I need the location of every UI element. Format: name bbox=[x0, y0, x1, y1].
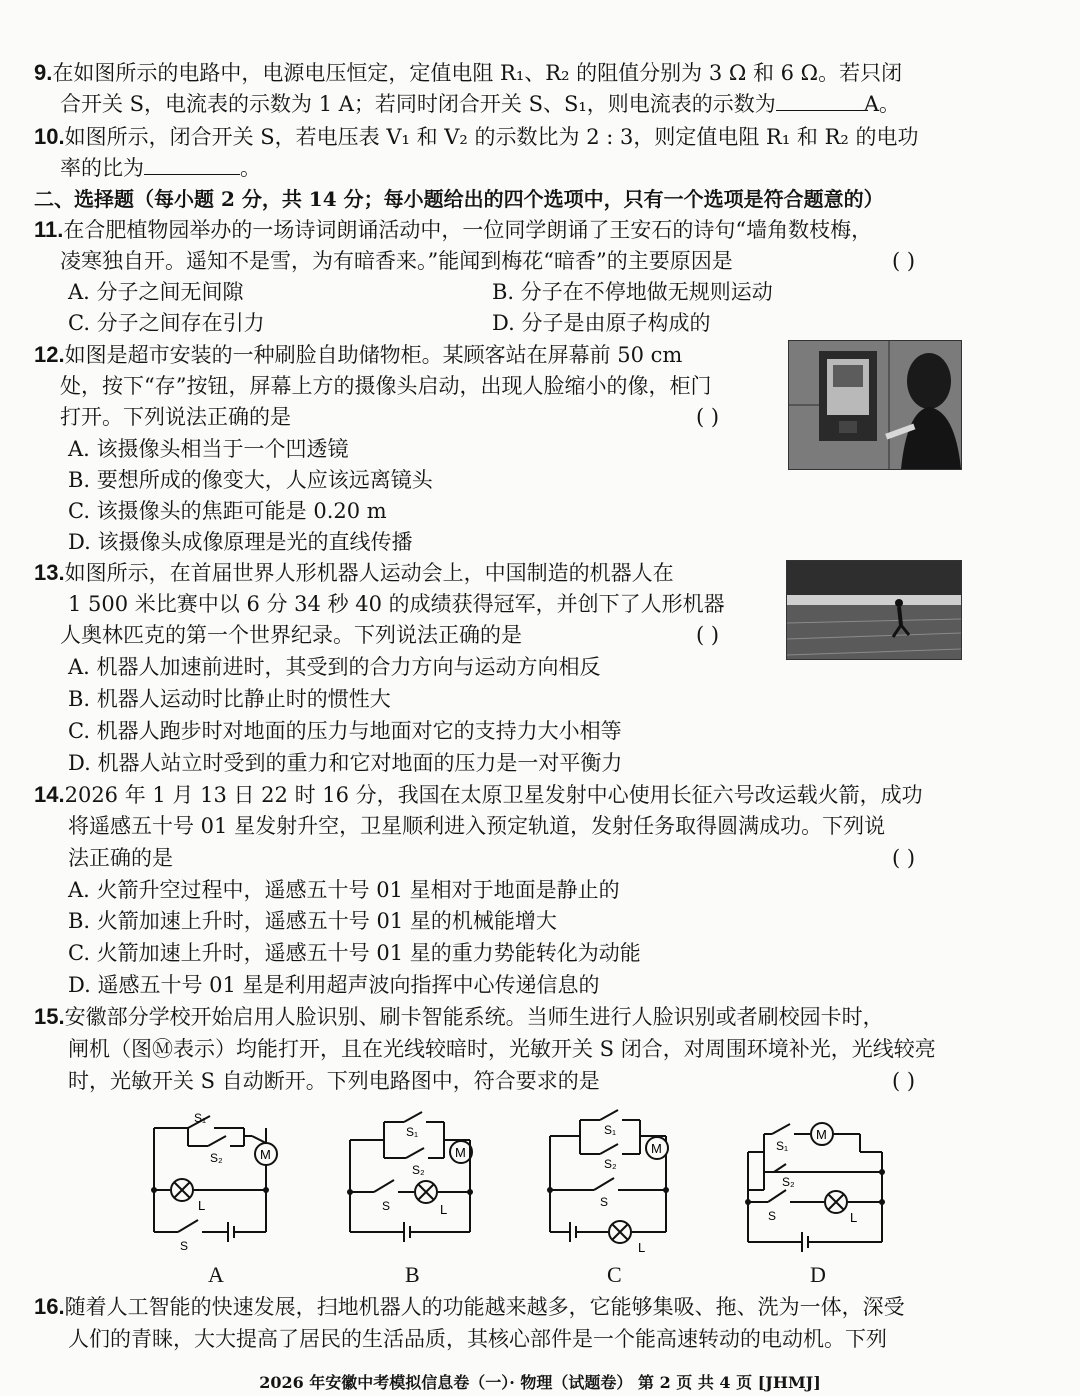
circuit-b-label[interactable]: B bbox=[405, 1262, 420, 1287]
circuit-a-lamp-label: L bbox=[198, 1198, 206, 1213]
section-heading: 二、选择题（每小题 2 分，共 14 分；每小题给出的四个选项中，只有一个选项是符合题意的） bbox=[34, 187, 884, 211]
q11-option-b[interactable]: B. 分子在不停地做无规则运动 bbox=[492, 280, 773, 304]
q10-number: 10. bbox=[34, 124, 65, 149]
circuit-d-motor-label: M bbox=[816, 1127, 827, 1142]
q13-number: 13. bbox=[34, 560, 65, 585]
q12-line3: 打开。下列说法正确的是 bbox=[60, 405, 291, 429]
circuit-c-s-label: S bbox=[600, 1195, 609, 1209]
q11-line1: 11.在合肥植物园举办的一场诗词朗诵活动中，一位同学朗诵了王安石的诗句“墙角数枝梅， bbox=[34, 217, 873, 242]
q14-number: 14. bbox=[34, 782, 65, 807]
q13-line2: 1 500 米比赛中以 6 分 34 秒 40 的成绩获得冠军，并创下了人形机器 bbox=[68, 592, 725, 616]
circuit-b-s-label: S bbox=[382, 1199, 391, 1213]
circuit-a-motor-label: M bbox=[260, 1147, 271, 1162]
q11-option-c[interactable]: C. 分子之间存在引力 bbox=[68, 311, 265, 335]
circuit-c-lamp-label: L bbox=[638, 1240, 646, 1254]
circuit-a-s-label: S bbox=[180, 1239, 189, 1253]
q14-option-d[interactable]: D. 遥感五十号 01 星是利用超声波向指挥中心传递信息的 bbox=[68, 973, 600, 997]
q16-line2: 人们的青睐，大大提高了居民的生活品质，其核心部件是一个能高速转动的电动机。下列 bbox=[68, 1327, 887, 1351]
q15-line3: 时，光敏开关 S 自动断开。下列电路图中，符合要求的是 bbox=[68, 1069, 600, 1093]
q11-answer-paren[interactable]: ( ) bbox=[892, 249, 916, 273]
q11-option-a[interactable]: A. 分子之间无间隙 bbox=[68, 280, 244, 304]
q12-number: 12. bbox=[34, 342, 65, 367]
circuit-b-lamp-label: L bbox=[440, 1202, 448, 1217]
q9-line1: 9.在如图所示的电路中，电源电压恒定，定值电阻 R₁、R₂ 的阻值分别为 3 Ω 和 6 Ω。若只闭 bbox=[34, 60, 903, 85]
q13-line1: 13.如图所示，在首届世界人形机器人运动会上，中国制造的机器人在 bbox=[34, 560, 674, 585]
q16-line1: 16.随着人工智能的快速发展，扫地机器人的功能越来越多，它能够集吸、拖、洗为一体，深受 bbox=[34, 1294, 905, 1319]
circuit-d-s1-label: S₁ bbox=[776, 1139, 789, 1153]
q12-line2: 处，按下“存”按钮，屏幕上方的摄像头启动，出现人脸缩小的像，柜门 bbox=[60, 374, 712, 398]
circuit-d-s-label: S bbox=[768, 1209, 777, 1223]
circuit-c-s2-label: S₂ bbox=[604, 1157, 617, 1171]
q10-line2: 率的比为 。 bbox=[60, 156, 261, 180]
q15-line1: 15.安徽部分学校开始启用人脸识别、刷卡智能系统。当师生进行人脸识别或者刷校园卡时， bbox=[34, 1004, 884, 1029]
circuit-c-s1-label: S₁ bbox=[604, 1123, 617, 1137]
circuit-d[interactable] bbox=[742, 1106, 892, 1254]
q14-line2: 将遥感五十号 01 星发射升空，卫星顺利进入预定轨道，发射任务取得圆满成功。下列说 bbox=[68, 814, 886, 838]
circuit-d-label[interactable]: D bbox=[810, 1262, 826, 1287]
circuit-c-motor-label: M bbox=[651, 1141, 662, 1156]
q13-line3: 人奥林匹克的第一个世界纪录。下列说法正确的是 bbox=[60, 623, 522, 647]
q13-answer-paren[interactable]: ( ) bbox=[696, 623, 720, 647]
q12-option-a[interactable]: A. 该摄像头相当于一个凹透镜 bbox=[68, 437, 349, 461]
q14-option-a[interactable]: A. 火箭升空过程中，遥感五十号 01 星相对于地面是静止的 bbox=[68, 878, 620, 902]
q16-number: 16. bbox=[34, 1294, 65, 1319]
locker-photo-image bbox=[789, 341, 961, 469]
page-footer: 2026 年安徽中考模拟信息卷（一）· 物理（试题卷） 第 2 页 共 4 页 [JHMJ] bbox=[259, 1373, 821, 1392]
q9-number: 9. bbox=[34, 60, 53, 85]
circuit-c-label[interactable]: C bbox=[607, 1262, 622, 1287]
circuit-b-s1-label: S₁ bbox=[406, 1125, 419, 1139]
circuit-c[interactable] bbox=[544, 1106, 684, 1254]
q14-answer-paren[interactable]: ( ) bbox=[892, 846, 916, 870]
q10-answer-blank[interactable] bbox=[144, 154, 240, 175]
q14-option-b[interactable]: B. 火箭加速上升时，遥感五十号 01 星的机械能增大 bbox=[68, 909, 557, 933]
q9-answer-blank[interactable] bbox=[776, 90, 864, 111]
q11-option-d[interactable]: D. 分子是由原子构成的 bbox=[492, 311, 711, 335]
locker-photo bbox=[788, 340, 962, 470]
q14-option-c[interactable]: C. 火箭加速上升时，遥感五十号 01 星的重力势能转化为动能 bbox=[68, 941, 641, 965]
circuit-a-s1-label: S₁ bbox=[194, 1111, 207, 1125]
robot-race-photo bbox=[786, 560, 962, 660]
q9-line2: 合开关 S，电流表的示数为 1 A；若同时闭合开关 S、S₁，则电流表的示数为 A。 bbox=[60, 92, 900, 116]
q11-line2: 凌寒独自开。遥知不是雪，为有暗香来。”能闻到梅花“暗香”的主要原因是 bbox=[60, 249, 733, 273]
q12-line1: 12.如图是超市安装的一种刷脸自助储物柜。某顾客站在屏幕前 50 cm bbox=[34, 342, 683, 367]
circuit-b[interactable] bbox=[344, 1106, 484, 1254]
q13-option-a[interactable]: A. 机器人加速前进时，其受到的合力方向与运动方向相反 bbox=[68, 655, 601, 679]
circuit-b-s2-label: S₂ bbox=[412, 1163, 425, 1177]
q12-answer-paren[interactable]: ( ) bbox=[696, 405, 720, 429]
circuit-b-motor-label: M bbox=[455, 1145, 466, 1160]
q12-option-d[interactable]: D. 该摄像头成像原理是光的直线传播 bbox=[68, 530, 413, 554]
q12-option-b[interactable]: B. 要想所成的像变大，人应该远离镜头 bbox=[68, 468, 433, 492]
circuit-d-s2-label: S₂ bbox=[782, 1175, 795, 1189]
q13-option-c[interactable]: C. 机器人跑步时对地面的压力与地面对它的支持力大小相等 bbox=[68, 719, 622, 743]
circuit-a-label[interactable]: A bbox=[208, 1262, 224, 1287]
q15-line2: 闸机（图Ⓜ表示）均能打开，且在光线较暗时，光敏开关 S 闭合，对周围环境补光，光线较亮 bbox=[68, 1037, 936, 1061]
circuit-a-s2-label: S₂ bbox=[210, 1151, 223, 1165]
q14-line3: 法正确的是 bbox=[68, 846, 173, 870]
q13-option-b[interactable]: B. 机器人运动时比静止时的惯性大 bbox=[68, 687, 391, 711]
circuit-a[interactable] bbox=[148, 1106, 280, 1254]
q15-number: 15. bbox=[34, 1004, 65, 1029]
q12-option-c[interactable]: C. 该摄像头的焦距可能是 0.20 m bbox=[68, 499, 387, 523]
q11-number: 11. bbox=[34, 217, 64, 242]
q13-option-d[interactable]: D. 机器人站立时受到的重力和它对地面的压力是一对平衡力 bbox=[68, 751, 623, 775]
q14-line1: 14.2026 年 1 月 13 日 22 时 16 分，我国在太原卫星发射中心使用长征六号改运载火箭，成功 bbox=[34, 782, 923, 807]
circuit-d-lamp-label: L bbox=[850, 1210, 858, 1225]
robot-race-image bbox=[787, 561, 961, 659]
q10-line1: 10.如图所示，闭合开关 S，若电压表 V₁ 和 V₂ 的示数比为 2 : 3，则定值电阻 R₁ 和 R₂ 的电功 bbox=[34, 124, 919, 149]
q15-answer-paren[interactable]: ( ) bbox=[892, 1069, 916, 1093]
